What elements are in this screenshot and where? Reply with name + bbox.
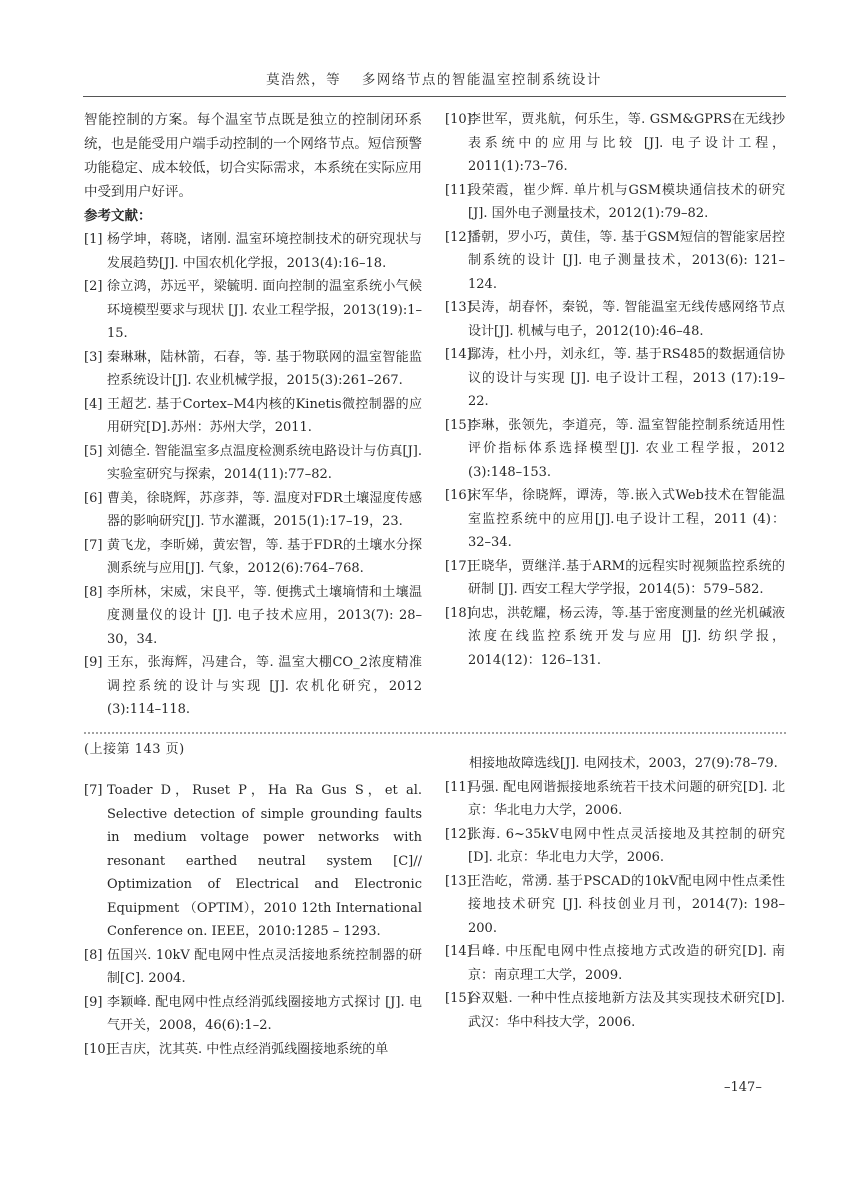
running-head: 莫浩然，等 多网络节点的智能温室控制系统设计 <box>266 72 602 88</box>
reference-item <box>84 534 422 581</box>
reference-number: [18] <box>445 605 472 621</box>
reference-number: [15] <box>445 417 472 433</box>
reference-text: 李颖峰. 配电网中性点经消弧线圈接地方式探讨 [J]. 电气开关，2008，46(6):1–2. <box>107 994 422 1033</box>
reference-text: Toader D，Ruset P，Ha Ra Gus S，et al. Selective detection of simple grounding faults in medium voltage power networks with resonant earthed neutral system [C]// Optimization of Electrical and Electronic Equipment （OPTIM），2010 12th International Conference on. IEEE，2010:1285 – 1293. <box>107 783 422 939</box>
reference-text: 秦琳琳，陆林箭，石春，等. 基于物联网的温室智能监控系统设计[J]. 农业机械学报，2015(3):261–267. <box>107 349 422 388</box>
reference-text: 王晓华，贾继洋.基于ARM的远程实时视频监控系统的研制 [J]. 西安工程大学学报，2014(5)：579–582. <box>468 558 785 597</box>
section-divider <box>83 731 786 735</box>
reference-item <box>445 776 785 823</box>
reference-text: 王东，张海辉，冯建合，等. 温室大棚CO_2浓度精准调控系统的设计与实现 [J]. 农机化研究，2012 (3):114–118. <box>107 655 422 717</box>
reference-number: [15] <box>445 991 472 1006</box>
reference-number: [6] <box>84 490 103 506</box>
reference-text: 李所林，宋威，宋良平，等. 便携式土壤墒情和土壤温度测量仪的设计 [J]. 电子技术应用，2013(7): 28–30，34. <box>107 584 422 647</box>
reference-item <box>84 651 422 722</box>
reference-text: 李琳，张领先，李道亮，等. 温室智能控制系统适用性评价指标体系选择模型[J]. 农业工程学报，2012 (3):148–153. <box>468 417 785 480</box>
reference-text: 伍国兴. 10kV 配电网中性点灵活接地系统控制器的研制[C]. 2004. <box>107 947 422 986</box>
references-list-upper-right <box>445 108 785 672</box>
continued-from-note: (上接第 143 页) <box>84 742 185 757</box>
reference-text: 宋军华，徐晓辉，谭涛，等.嵌入式Web技术在智能温室监控系统中的应用[J].电子设计工程，2011 (4)：32–34. <box>468 488 785 550</box>
reference-number: [10] <box>445 112 472 127</box>
reference-number: [12] <box>445 229 472 245</box>
lower-right-column <box>445 752 785 1034</box>
reference-text: 王超艺. 基于Cortex–M4内核的Kinetis微控制器的应用研究[D].苏州：苏州大学，2011. <box>107 396 422 435</box>
reference-item <box>84 991 422 1038</box>
reference-number: [5] <box>84 443 103 459</box>
reference-number: [11] <box>445 779 472 795</box>
reference-text: 鄢涛，杜小丹，刘永红，等. 基于RS485的数据通信协议的设计与实现 [J]. 电子设计工程，2013 (17):19–22. <box>468 347 785 409</box>
reference-number: [8] <box>84 584 103 600</box>
reference-item <box>445 870 785 941</box>
reference-text: 马强. 配电网谐振接地系统若干技术问题的研究[D]. 北京：华北电力大学，2006. <box>468 779 785 818</box>
reference-number: [4] <box>84 396 103 412</box>
reference-number: [9] <box>84 655 103 670</box>
reference-number: [7] <box>84 537 103 553</box>
reference-number: [3] <box>84 349 103 365</box>
upper-right-column <box>445 108 785 672</box>
reference-text: 谷双魁. 一种中性点接地新方法及其实现技术研究[D]. 武汉：华中科技大学，2006. <box>468 991 785 1030</box>
reference-item <box>445 555 785 602</box>
references-heading: 参考文献： <box>84 208 152 224</box>
reference-item <box>445 940 785 987</box>
reference-item <box>445 414 785 485</box>
reference-text: 吕峰. 中压配电网中性点接地方式改造的研究[D]. 南京：南京理工大学，2009. <box>468 944 785 983</box>
reference-number: [8] <box>84 947 103 963</box>
reference-item <box>84 1038 422 1062</box>
references-list-upper-left <box>84 228 422 722</box>
conclusion-paragraph: 智能控制的方案。每个温室节点既是独立的控制闭环系统，也是能受用户端手动控制的一个网络节点。短信预警功能稳定、成本较低，切合实际需求，本系统在实际应用中受到用户好评。 <box>84 112 422 200</box>
reference-number: [2] <box>84 279 103 294</box>
reference-text: 吴涛，胡春怀，秦锐，等. 智能温室无线传感网络节点设计[J]. 机械与电子，2012(10):46–48. <box>468 300 785 339</box>
reference-number: [14] <box>445 944 472 959</box>
reference-number: [11] <box>445 182 472 198</box>
reference-item <box>445 179 785 226</box>
reference-text: 黄飞龙，李昕娣，黄宏智，等. 基于FDR的土壤水分探测系统与应用[J]. 气象，2012(6):764–768. <box>107 537 422 576</box>
reference-item <box>445 343 785 414</box>
reference-text: 李世军，贾兆航，何乐生，等. GSM&GPRS在无线抄表系统中的应用与比较 [J]. 电子设计工程，2011(1):73–76. <box>468 112 785 174</box>
reference-item <box>445 602 785 673</box>
reference-number: [9] <box>84 994 103 1010</box>
upper-left-column <box>84 108 422 722</box>
reference-item <box>84 944 422 991</box>
reference-number: [16] <box>445 488 472 503</box>
lower-left-column <box>84 779 422 1061</box>
reference-number: [1] <box>84 232 103 247</box>
reference-item <box>84 393 422 440</box>
reference-item <box>84 346 422 393</box>
reference-item <box>84 275 422 346</box>
reference-number: [12] <box>445 826 472 842</box>
reference-item <box>84 779 422 944</box>
reference-number: [10] <box>84 1041 111 1057</box>
reference-item <box>445 987 785 1034</box>
reference-text: 张海. 6~35kV电网中性点灵活接地及其控制的研究[D]. 北京：华北电力大学，2006. <box>468 826 785 865</box>
header-rule <box>83 96 786 97</box>
references-list-lower-right <box>445 776 785 1035</box>
reference-text: 向忠，洪乾耀，杨云涛，等.基于密度测量的丝光机碱液浓度在线监控系统开发与应用 [J]. 纺织学报，2014(12)：126–131. <box>468 605 785 668</box>
reference-item <box>445 484 785 555</box>
reference-text: 刘德全. 智能温室多点温度检测系统电路设计与仿真[J]. 实验室研究与探索，2014(11):77–82. <box>107 443 422 482</box>
reference-continuation: 相接地故障选线[J]. 电网技术，2003，27(9):78–79. <box>469 756 778 771</box>
reference-item <box>445 108 785 179</box>
reference-item <box>84 440 422 487</box>
reference-item <box>84 228 422 275</box>
page-number: –147– <box>724 1080 762 1095</box>
reference-text: 潘朝，罗小巧，黄佳，等. 基于GSM短信的智能家居控制系统的设计 [J]. 电子测量技术，2013(6): 121–124. <box>468 229 785 292</box>
reference-item <box>445 226 785 297</box>
reference-number: [13] <box>445 873 472 889</box>
reference-number: [17] <box>445 558 472 574</box>
reference-item <box>445 296 785 343</box>
reference-text: 王吉庆，沈其英. 中性点经消弧线圈接地系统的单 <box>107 1041 389 1057</box>
reference-number: [14] <box>445 347 472 362</box>
reference-text: 段荣霞，崔少辉. 单片机与GSM模块通信技术的研究[J]. 国外电子测量技术，2012(1):79–82. <box>468 182 785 221</box>
reference-number: [13] <box>445 300 472 315</box>
reference-item <box>84 581 422 652</box>
reference-number: [7] <box>84 783 103 798</box>
reference-item <box>445 823 785 870</box>
reference-text: 王浩屹，常湧. 基于PSCAD的10kV配电网中性点柔性接地技术研究 [J]. 科技创业月刊，2014(7): 198–200. <box>468 873 785 936</box>
reference-text: 杨学坤，蒋晓，诸刚. 温室环境控制技术的研究现状与发展趋势[J]. 中国农机化学报，2013(4):16–18. <box>107 232 422 271</box>
references-list-lower-left <box>84 779 422 1061</box>
reference-text: 曹美，徐晓辉，苏彦莽，等. 温度对FDR土壤湿度传感器的影响研究[J]. 节水灌溉，2015(1):17–19，23. <box>107 490 422 529</box>
reference-item <box>84 487 422 534</box>
reference-text: 徐立鸿，苏远平，梁毓明. 面向控制的温室系统小气候环境模型要求与现状 [J]. 农业工程学报，2013(19):1–15. <box>107 279 422 341</box>
